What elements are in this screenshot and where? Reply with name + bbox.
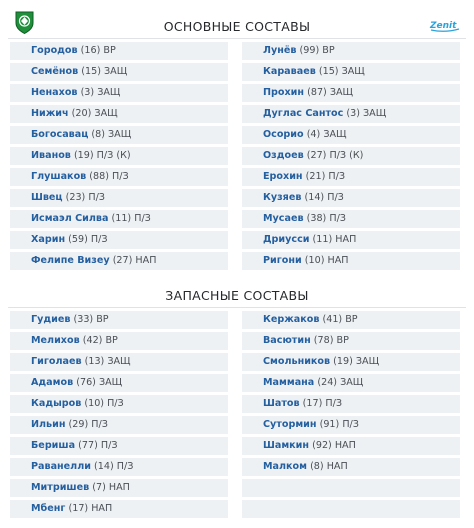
- player-info: (11) НАП: [312, 234, 357, 245]
- player-name-link[interactable]: Гудиев: [31, 314, 71, 325]
- player-info: (8) НАП: [310, 461, 348, 472]
- player-name-link[interactable]: Ильин: [31, 419, 66, 430]
- player-info: (7) НАП: [92, 482, 130, 493]
- player-name-link[interactable]: Осорио: [263, 129, 304, 140]
- player-name-link[interactable]: Бериша: [31, 440, 76, 451]
- player-row[interactable]: [10, 395, 228, 413]
- player-info: (99) ВР: [299, 45, 335, 56]
- player-name-link[interactable]: Васютин: [263, 335, 311, 346]
- subs-home-list: [10, 311, 228, 521]
- player-name-link[interactable]: Малком: [263, 461, 307, 472]
- empty-row: [242, 500, 460, 518]
- starting-home-list: [10, 42, 228, 273]
- player-row[interactable]: [242, 332, 460, 350]
- player-row[interactable]: [10, 500, 228, 518]
- player-info: (3) ЗАЩ: [346, 108, 387, 119]
- player-info: (15) ЗАЩ: [318, 66, 365, 77]
- player-name-link[interactable]: Раванелли: [31, 461, 91, 472]
- player-info: (23) П/З: [65, 192, 105, 203]
- player-name-link[interactable]: Дриусси: [263, 234, 310, 245]
- player-row[interactable]: [242, 189, 460, 207]
- player-row[interactable]: [10, 311, 228, 329]
- starting-lineups-title: ОСНОВНЫЕ СОСТАВЫ: [163, 19, 311, 34]
- player-row[interactable]: [10, 231, 228, 249]
- player-row[interactable]: [242, 311, 460, 329]
- player-row[interactable]: [10, 168, 228, 186]
- player-row[interactable]: [242, 84, 460, 102]
- player-row[interactable]: [10, 189, 228, 207]
- player-info: (8) ЗАЩ: [91, 129, 132, 140]
- player-row[interactable]: [10, 416, 228, 434]
- player-info: (78) ВР: [313, 335, 349, 346]
- player-info: (91) П/З: [319, 419, 359, 430]
- player-info: (29) П/З: [68, 419, 108, 430]
- player-row[interactable]: [242, 168, 460, 186]
- player-name-link[interactable]: Швец: [31, 192, 63, 203]
- player-row[interactable]: [242, 252, 460, 270]
- player-info: (15) ЗАЩ: [81, 66, 128, 77]
- starting-away-list: [242, 42, 460, 273]
- player-row[interactable]: [242, 63, 460, 81]
- player-name-link[interactable]: Оздоев: [263, 150, 304, 161]
- player-row[interactable]: [242, 437, 460, 455]
- player-row[interactable]: [10, 458, 228, 476]
- player-info: (17) П/З: [302, 398, 342, 409]
- player-name-link[interactable]: Кадыров: [31, 398, 82, 409]
- player-name-link[interactable]: Сутормин: [263, 419, 317, 430]
- player-name-link[interactable]: Караваев: [263, 66, 316, 77]
- player-name-link[interactable]: Мбенг: [31, 503, 66, 514]
- player-info: (38) П/З: [306, 213, 346, 224]
- zenit-logo-icon: [429, 16, 461, 34]
- player-name-link[interactable]: Глушаков: [31, 171, 87, 182]
- player-info: (21) П/З: [305, 171, 345, 182]
- player-name-link[interactable]: Городов: [31, 45, 78, 56]
- player-row[interactable]: [10, 437, 228, 455]
- player-name-link[interactable]: Ригони: [263, 255, 302, 266]
- player-row[interactable]: [242, 147, 460, 165]
- player-info: (11) П/З: [111, 213, 151, 224]
- player-row[interactable]: [10, 210, 228, 228]
- player-row[interactable]: [10, 252, 228, 270]
- player-info: (10) П/З: [84, 398, 124, 409]
- player-info: (14) П/З: [94, 461, 134, 472]
- player-info: (88) П/З: [89, 171, 129, 182]
- player-name-link[interactable]: Маммана: [263, 377, 315, 388]
- player-info: (59) П/З: [68, 234, 108, 245]
- player-info: (24) ЗАЩ: [317, 377, 364, 388]
- player-info: (14) П/З: [304, 192, 344, 203]
- player-name-link[interactable]: Прохин: [263, 87, 305, 98]
- player-name-link[interactable]: Шатов: [263, 398, 300, 409]
- player-row[interactable]: [242, 42, 460, 60]
- player-info: (33) ВР: [73, 314, 109, 325]
- player-row[interactable]: [242, 416, 460, 434]
- player-info: (4) ЗАЩ: [306, 129, 347, 140]
- player-info: (13) ЗАЩ: [84, 356, 131, 367]
- player-name-link[interactable]: Нижич: [31, 108, 69, 119]
- player-name-link[interactable]: Исмаэл Силва: [31, 213, 109, 224]
- player-name-link[interactable]: Ерохин: [263, 171, 303, 182]
- player-name-link[interactable]: Фелипе Визеу: [31, 255, 110, 266]
- player-name-link[interactable]: Иванов: [31, 150, 71, 161]
- player-info: (42) ВР: [82, 335, 118, 346]
- player-row[interactable]: [10, 105, 228, 123]
- player-name-link[interactable]: Кержаков: [263, 314, 320, 325]
- player-row[interactable]: [10, 147, 228, 165]
- player-info: (77) П/З: [78, 440, 118, 451]
- player-name-link[interactable]: Ненахов: [31, 87, 78, 98]
- player-name-link[interactable]: Мусаев: [263, 213, 304, 224]
- player-row[interactable]: [242, 395, 460, 413]
- player-info: (19) ЗАЩ: [333, 356, 380, 367]
- empty-row: [242, 479, 460, 497]
- zenit-logo-text: Zenit: [430, 21, 457, 31]
- player-name-link[interactable]: Харин: [31, 234, 66, 245]
- player-info: (87) ЗАЩ: [307, 87, 354, 98]
- player-info: (19) П/З (К): [73, 150, 131, 161]
- substitutes-title: ЗАПАСНЫЕ СОСТАВЫ: [165, 288, 309, 303]
- player-row[interactable]: [242, 126, 460, 144]
- player-info: (41) ВР: [322, 314, 358, 325]
- player-row[interactable]: [10, 42, 228, 60]
- player-row[interactable]: [10, 126, 228, 144]
- player-name-link[interactable]: Мелихов: [31, 335, 80, 346]
- player-row[interactable]: [10, 332, 228, 350]
- player-info: (76) ЗАЩ: [76, 377, 123, 388]
- player-name-link[interactable]: Богосавац: [31, 129, 89, 140]
- player-name-link[interactable]: Дуглас Сантос: [263, 108, 344, 119]
- player-row[interactable]: [242, 353, 460, 371]
- player-row[interactable]: [10, 374, 228, 392]
- player-name-link[interactable]: Адамов: [31, 377, 74, 388]
- player-info: (20) ЗАЩ: [71, 108, 118, 119]
- player-name-link[interactable]: Гиголаев: [31, 356, 82, 367]
- player-name-link[interactable]: Кузяев: [263, 192, 302, 203]
- player-info: (27) НАП: [112, 255, 157, 266]
- player-info: (16) ВР: [80, 45, 116, 56]
- player-info: (92) НАП: [312, 440, 356, 451]
- player-name-link[interactable]: Семёнов: [31, 66, 79, 77]
- player-row[interactable]: [242, 458, 460, 476]
- player-row[interactable]: [242, 374, 460, 392]
- player-row[interactable]: [242, 210, 460, 228]
- player-info: (10) НАП: [304, 255, 349, 266]
- player-info: (27) П/З (К): [306, 150, 364, 161]
- player-row[interactable]: [242, 105, 460, 123]
- player-name-link[interactable]: Смольников: [263, 356, 331, 367]
- subs-away-list: [242, 311, 460, 521]
- substitutes-divider: [8, 307, 466, 308]
- player-row[interactable]: [10, 479, 228, 497]
- away-team-logo[interactable]: [429, 16, 461, 34]
- player-name-link[interactable]: Лунёв: [263, 45, 297, 56]
- player-info: (17) НАП: [68, 503, 113, 514]
- player-name-link[interactable]: Митришев: [31, 482, 90, 493]
- starting-divider: [8, 38, 466, 39]
- player-row[interactable]: [10, 353, 228, 371]
- player-row[interactable]: [10, 63, 228, 81]
- player-name-link[interactable]: Шамкин: [263, 440, 310, 451]
- player-row[interactable]: [242, 231, 460, 249]
- player-info: (3) ЗАЩ: [80, 87, 121, 98]
- player-row[interactable]: [10, 84, 228, 102]
